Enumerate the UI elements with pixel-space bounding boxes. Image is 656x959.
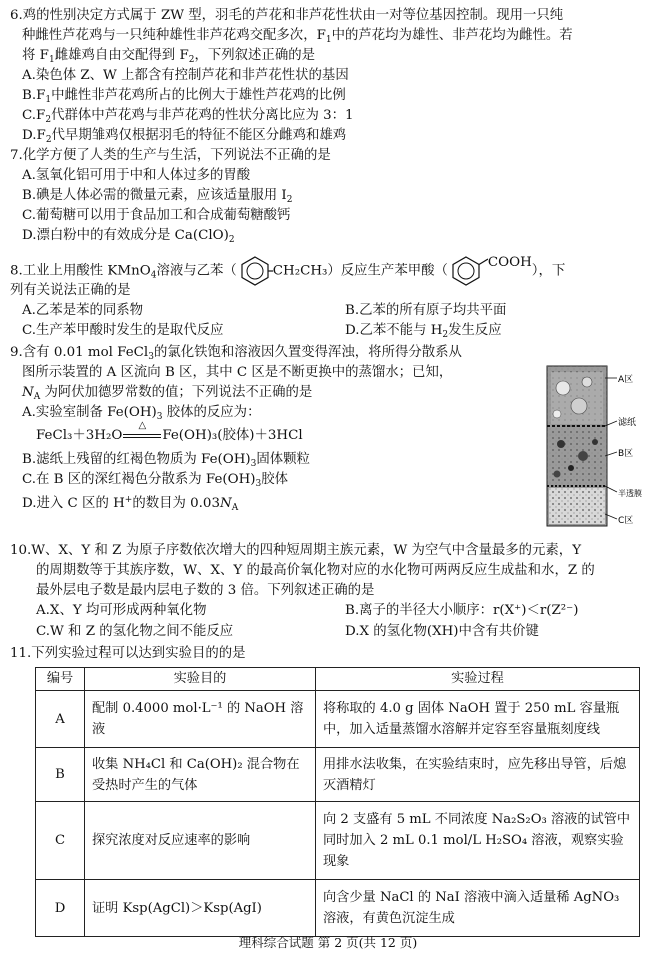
row-id: A xyxy=(36,691,85,748)
q7-option-d: D.漂白粉中的有效成分是 $Ca(ClO)_2$ xyxy=(22,228,235,245)
row-id: D xyxy=(36,880,85,937)
label-membrane: 半透膜 xyxy=(618,489,642,498)
row-goal: 收集 NH₄Cl 和 Ca(OH)₂ 混合物在受热时产生的气体 xyxy=(85,748,316,802)
q6-option-c: $C.F_2$代群体中芦花鸡与非芦花鸡的性状分离比应为 3：1 xyxy=(22,108,354,125)
label-filter-paper: 滤纸 xyxy=(618,418,637,428)
q9-option-b: B.滤纸上残留的红褐色物质为 $Fe(OH)_3$固体颗粒 xyxy=(22,452,310,469)
q9-option-a: A.实验室制备 $Fe(OH)_3$ 胶体的反应为： xyxy=(22,405,261,422)
q7-option-c: C.葡萄糖可以用于食品加工和合成葡萄糖酸钙 xyxy=(22,208,291,223)
q8-stem-line2: 列有关说法正确的是 xyxy=(10,283,131,298)
row-process: 向 2 支盛有 5 mL 不同浓度 Na₂S₂O₃ 溶液的试管中同时加入 2 mL 0.1 mol/L H₂SO₄ 溶液，观察实验现象 xyxy=(316,802,640,880)
q6-stem-line2: 种雌性芦花鸡与一只纯种雄性非芦花鸡交配多次，$F_1$中的芦花均为雄性、非芦花均为雌性。若 xyxy=(22,28,573,45)
label-zone-b: B区 xyxy=(618,449,634,459)
q6-option-a: A.染色体 Z、W 上都含有控制芦花和非芦花性状的基因 xyxy=(22,68,349,83)
page-footer: 理科综合试题 第 2 页(共 12 页) xyxy=(238,935,418,950)
row-process: 将称取的 4.0 g 固体 NaOH 置于 250 mL 容量瓶中，加入适量蒸馏水溶解并定容至容量瓶刻度线 xyxy=(316,691,640,748)
q10-option-a: A.X、Y 均可形成两种氧化物 xyxy=(36,603,207,618)
q9-option-d: D.进入 C 区的 H+的数目为 $0.03N_A$ xyxy=(22,495,239,513)
q10-stem-line3: 最外层电子数是最内层电子数的 3 倍。下列叙述正确的是 xyxy=(36,583,375,598)
label-zone-c: C区 xyxy=(618,516,634,526)
row-goal: 配制 0.4000 mol·L⁻¹ 的 NaOH 溶液 xyxy=(85,691,316,748)
q8-option-b: B.乙苯的所有原子均共平面 xyxy=(345,303,507,318)
q7-option-a: A.氢氧化铝可用于中和人体过多的胃酸 xyxy=(22,168,251,183)
q8-stem-line1: 8.工业上用酸性 KMnO$_4$溶液与乙苯（ CH₂CH₃）反应生产苯甲酸（COOH），下 xyxy=(10,255,565,287)
row-process: 向含少量 NaCl 的 NaI 溶液中滴入适量稀 AgNO₃ 溶液，有黄色沉淀生成 xyxy=(316,880,640,937)
dialysis-apparatus-diagram xyxy=(545,364,650,528)
q8-option-c: C.生产苯甲酸时发生的是取代反应 xyxy=(22,323,224,338)
q10-stem-line1: 10.W、X、Y 和 Z 为原子序数依次增大的四种短周期主族元素，W 为空气中含量最多的元素，Y xyxy=(10,543,582,558)
experiment-table xyxy=(35,667,640,937)
q9-option-c: C.在 B 区的深红褐色分散系为 $Fe(OH)_3$胶体 xyxy=(22,472,289,489)
table-header-row xyxy=(36,668,640,691)
q9-stem-line2: 图所示装置的 A 区流向 B 区，其中 C 区是不断更换中的蒸馏水；已知， xyxy=(22,365,453,380)
header-process: 实验过程 xyxy=(316,668,640,691)
q10-option-d: D.X 的氢化物(XH)中含有共价键 xyxy=(345,624,539,639)
header-goal: 实验目的 xyxy=(85,668,316,691)
q11-stem: 11.下列实验过程可以达到实验目的的是 xyxy=(10,646,246,661)
q7-option-b: B.碘是人体必需的微量元素，应该适量服用 $I_2$ xyxy=(22,188,293,205)
q9-equation: FeCl₃＋3H₂O △ Fe(OH)₃(胶体)＋3HCl xyxy=(36,420,303,443)
q9-stem-line1: 9.含有 0.01 mol FeCl$_3$的氯化铁饱和溶液因久置变得浑浊，将所得分散系从 xyxy=(10,345,462,362)
q10-option-c: C.W 和 Z 的氢化物之间不能反应 xyxy=(36,624,234,639)
q10-stem-line2: 的周期数等于其族序数，W、X、Y 的最高价氧化物对应的水化物可两两反应生成盐和水，Z 的 xyxy=(36,563,595,578)
row-goal: 证明 Ksp(AgCl)＞Ksp(AgI) xyxy=(85,880,316,937)
q9-stem-line3: $N_A$ 为阿伏加德罗常数的值；下列说法不正确的是 xyxy=(22,385,313,402)
table-row xyxy=(36,880,640,937)
q6-stem-line3: 将 $F_1$雌雄鸡自由交配得到 $F_2$，下列叙述正确的是 xyxy=(22,48,315,65)
table-row xyxy=(36,802,640,880)
row-id: B xyxy=(36,748,85,802)
ethyl-group-label: CH₂CH₃ xyxy=(272,263,328,279)
q6-option-d: $D.F_2$代早期雏鸡仅根据羽毛的特征不能区分雌鸡和雄鸡 xyxy=(22,128,347,145)
row-id: C xyxy=(36,802,85,880)
q6-stem-line1: 6.鸡的性别决定方式属于 ZW 型，羽毛的芦花和非芦花性状由一对等位基因控制。现用一只纯 xyxy=(10,8,564,23)
q8-option-d: D.乙苯不能与 $H_2$发生反应 xyxy=(345,323,502,340)
row-goal: 探究浓度对反应速率的影响 xyxy=(85,802,316,880)
table-row xyxy=(36,748,640,802)
table-row xyxy=(36,691,640,748)
benzene-ring-icon xyxy=(237,255,273,287)
q7-stem: 7.化学方便了人类的生产与生活，下列说法不正确的是 xyxy=(10,148,331,163)
header-id: 编号 xyxy=(36,668,85,691)
benzene-ring-icon xyxy=(448,255,488,287)
q6-option-b: $B.F_1$中雌性非芦花鸡所占的比例大于雄性芦花鸡的比例 xyxy=(22,88,346,105)
row-process: 用排水法收集，在实验结束时，应先移出导管，后熄灭酒精灯 xyxy=(316,748,640,802)
q10-option-b: B.离子的半径大小顺序：r(X⁺)＜r(Z²⁻) xyxy=(345,603,579,618)
label-zone-a: A区 xyxy=(618,375,634,385)
q8-option-a: A.乙苯是苯的同系物 xyxy=(22,303,144,318)
carboxyl-group-label: COOH xyxy=(487,254,532,270)
